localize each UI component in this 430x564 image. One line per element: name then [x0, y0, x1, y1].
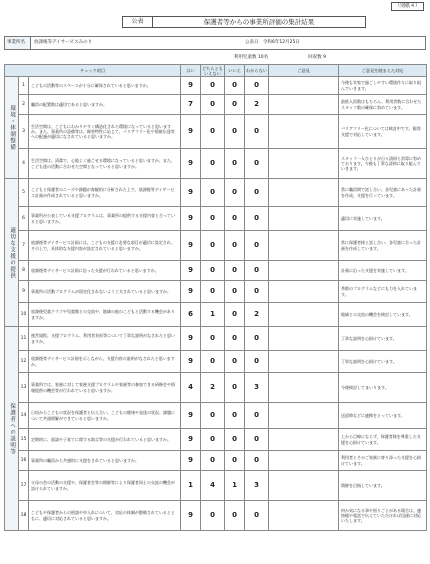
answer-neutral: 0	[201, 95, 225, 115]
row-number: 15	[19, 429, 29, 451]
table-row	[5, 327, 427, 351]
annex-label: （別紙４）	[391, 2, 424, 11]
row-number: 7	[19, 231, 29, 261]
response-cell: 季節のプログラムなどにも力を入れています。	[339, 281, 427, 303]
table-row	[5, 351, 427, 373]
opinion-cell	[269, 231, 339, 261]
header-response: ご意見を踏まえた対応	[339, 65, 427, 77]
evaluation-table	[4, 64, 427, 531]
answer-no_ans: 0	[225, 373, 245, 403]
response-cell: 送迎時などに連携をとっています。	[339, 403, 427, 429]
header-yes: はい	[181, 65, 201, 77]
answer-neutral: 1	[201, 303, 225, 327]
row-number: 11	[19, 327, 29, 351]
opinion-cell	[269, 373, 339, 403]
answer-yes: 7	[181, 95, 201, 115]
answer-neutral: 0	[201, 351, 225, 373]
check-item: 放課後等デイサービス計画には、こどもの支援に必要な項目が適切に設定され、その上で、具体的な支援内容が設定されていると思いますか。	[29, 231, 181, 261]
row-number: 1	[19, 77, 29, 95]
opinion-cell	[269, 451, 339, 471]
answer-yes: 9	[181, 501, 201, 531]
answer-neutral: 4	[201, 471, 225, 501]
answer-neutral: 0	[201, 403, 225, 429]
opinion-cell	[269, 95, 339, 115]
header-neutral: どちらともいえない	[202, 65, 223, 76]
opinion-cell	[269, 261, 339, 281]
table-row	[5, 429, 427, 451]
users-count: 利用児童数 10名	[234, 55, 269, 60]
answer-unknown: 2	[245, 95, 269, 115]
answer-neutral: 0	[201, 149, 225, 179]
check-item: 事業所では、家族に対して家族支援プログラムや家族等の参加できる研修会や情報提供の機会等が行われていると思いますか。	[29, 373, 181, 403]
table-row	[5, 95, 427, 115]
table-row	[5, 281, 427, 303]
answer-unknown: 2	[245, 303, 269, 327]
answer-yes: 9	[181, 451, 201, 471]
check-item: 生活空間は、清潔で、心地よく過ごせる環境になっていると思いますか。また、こども達の活動に合わせた空間となっていると思いますか。	[29, 149, 181, 179]
response-cell: スタッフ一人ひとりが日々清掃と消毒に努めております。今後も丁寧な清掃に取り組んでいきます。	[339, 149, 427, 179]
check-item: こどもや保護者からの相談や申入れについて、対応の体制が整備されているとともに、適切に対応されていると思いますか。	[29, 501, 181, 531]
answer-unknown: 0	[245, 429, 269, 451]
office-info	[4, 36, 426, 50]
opinion-cell	[269, 207, 339, 231]
category-cell: 環境・体制整備	[5, 77, 19, 179]
table-row	[5, 303, 427, 327]
check-item: 運営規程、支援プログラム、利用者負担等について丁寧な説明がなされたと思いますか。	[29, 327, 181, 351]
row-number: 8	[19, 261, 29, 281]
opinion-cell	[269, 149, 339, 179]
evaluation-page	[4, 2, 426, 562]
check-item: 日頃からこどもの状況を保護者と伝え合い、こどもの健康や発達の状況、課題について共通理解ができていると思いますか。	[29, 403, 181, 429]
answer-neutral: 0	[201, 207, 225, 231]
table-row	[5, 451, 427, 471]
answer-yes: 9	[181, 149, 201, 179]
answer-unknown: 0	[245, 281, 269, 303]
answer-yes: 9	[181, 403, 201, 429]
answer-unknown: 0	[245, 231, 269, 261]
answer-yes: 9	[181, 261, 201, 281]
answer-unknown: 0	[245, 403, 269, 429]
header-item: チェック項目	[5, 65, 181, 77]
table-row	[5, 261, 427, 281]
response-cell: 常に保護者様と話し合い、各児童に合った計画を作成しています。	[339, 231, 427, 261]
response-cell: 利用者とそのご家族に寄り添った支援を心掛けています。	[339, 451, 427, 471]
check-item: 父母の会の活動の支援や、保護者会等の開催等により保護者同士の交流の機会が設けられていますか。	[29, 471, 181, 501]
answer-yes: 4	[181, 373, 201, 403]
answer-neutral: 0	[201, 231, 225, 261]
office-label: 事業所名	[5, 37, 31, 49]
answer-unknown: 0	[245, 115, 269, 149]
row-number: 14	[19, 403, 29, 429]
answer-no_ans: 0	[225, 149, 245, 179]
answer-neutral: 0	[201, 77, 225, 95]
title-row	[122, 16, 366, 28]
answer-no_ans: 0	[225, 115, 245, 149]
answer-no_ans: 0	[225, 403, 245, 429]
header-unknown: わからない	[245, 65, 269, 77]
answer-no_ans: 0	[225, 429, 245, 451]
table-row	[5, 149, 427, 179]
answer-no_ans: 0	[225, 281, 245, 303]
row-number: 6	[19, 207, 29, 231]
answer-yes: 6	[181, 303, 201, 327]
response-cell: 計画に沿った支援を実施しています。	[339, 261, 427, 281]
answer-no_ans: 0	[225, 231, 245, 261]
opinion-cell	[269, 429, 339, 451]
row-number: 4	[19, 149, 29, 179]
public-badge: 公表	[123, 17, 153, 27]
answer-unknown: 0	[245, 207, 269, 231]
row-number: 2	[19, 95, 29, 115]
response-cell: バリアフリー化については検討中です。個別支援で対応しています。	[339, 115, 427, 149]
response-cell: 丁寧な説明を心掛けています。	[339, 327, 427, 351]
answer-neutral: 0	[201, 429, 225, 451]
opinion-cell	[269, 77, 339, 95]
response-cell: 地域との交流の機会を検討しています。	[339, 303, 427, 327]
office-name: 放課後等デイサービスみのり	[34, 40, 93, 45]
check-item: こどもと保護者のニーズや課題が客観的に分析された上で、放課後等デイサービス計画が作成されていると思いますか。	[29, 179, 181, 207]
answer-no_ans: 0	[225, 327, 245, 351]
category-cell: 保護者への説明等	[5, 327, 19, 531]
row-number: 13	[19, 373, 29, 403]
check-item: 生活空間は、こどもにわかりやすく構造化された環境になっていると思いますか。また、事業所の設備等は、障害特性に応じて、バリアフリー化や情報伝達等への配慮が適切になされていると思いますか。	[29, 115, 181, 149]
table-header	[5, 65, 427, 77]
answer-neutral: 0	[201, 115, 225, 149]
answer-no_ans: 0	[225, 451, 245, 471]
opinion-cell	[269, 281, 339, 303]
page-title: 保護者等からの事業所評価の集計結果	[203, 18, 315, 26]
answer-yes: 9	[181, 327, 201, 351]
response-cell: 今後検討してまいります。	[339, 373, 427, 403]
response-cell: 丁寧な説明を心掛けています。	[339, 351, 427, 373]
check-item: 放課後等デイサービス計画を示しながら、支援内容の説明がなされたと思いますか。	[29, 351, 181, 373]
answer-yes: 9	[181, 179, 201, 207]
table-row	[5, 77, 427, 95]
answer-neutral: 0	[201, 327, 225, 351]
table-row	[5, 403, 427, 429]
response-cell: 適切に実施しています。	[339, 207, 427, 231]
opinion-cell	[269, 115, 339, 149]
answer-unknown: 0	[245, 179, 269, 207]
answer-unknown: 0	[245, 77, 269, 95]
check-item: 事業所の職員から共感的に支援をされていると思いますか。	[29, 451, 181, 471]
answer-no_ans: 0	[225, 351, 245, 373]
check-item: 放課後児童クラブや児童館との交流や、地域の他のこどもと活動する機会がありますか。	[29, 303, 181, 327]
table-row	[5, 373, 427, 403]
responses-count: 回収数 9	[308, 55, 326, 60]
row-number: 16	[19, 451, 29, 471]
response-cell: 常に職員間で話し合い、各児童にあった計画を作成、支援を行っています。	[339, 179, 427, 207]
table-row	[5, 115, 427, 149]
answer-unknown: 0	[245, 501, 269, 531]
answer-yes: 1	[181, 471, 201, 501]
opinion-cell	[269, 303, 339, 327]
header-no: いいえ	[225, 65, 245, 77]
row-number: 3	[19, 115, 29, 149]
answer-no_ans: 0	[225, 501, 245, 531]
opinion-cell	[269, 403, 339, 429]
check-item: 職員の配置数は適切であると思いますか。	[29, 95, 181, 115]
answer-no_ans: 0	[225, 95, 245, 115]
row-number: 12	[19, 351, 29, 373]
check-item: こどもの活動等のスペースが十分に確保されていると思いますか。	[29, 77, 181, 95]
counts	[234, 54, 326, 60]
header-opinion: ご意見	[269, 65, 339, 77]
row-number: 5	[19, 179, 29, 207]
check-item: 事業所の活動プログラムが固定化されないよう工夫されていると思いますか。	[29, 281, 181, 303]
check-item: 放課後等デイサービス計画に沿った支援が行われていると思いますか。	[29, 261, 181, 281]
answer-no_ans: 1	[225, 471, 245, 501]
answer-yes: 9	[181, 231, 201, 261]
row-number: 18	[19, 501, 29, 531]
opinion-cell	[269, 501, 339, 531]
check-item: 事業所が公表している支援プログラムは、事業所の提供する支援内容と合っていると思いますか。	[29, 207, 181, 231]
answer-yes: 9	[181, 115, 201, 149]
answer-yes: 9	[181, 351, 201, 373]
response-cell: 何か気になる事や困りごとがある場合は、連絡帳や電話で伝えていただければ迅速に対応いたします。	[339, 501, 427, 531]
row-number: 17	[19, 471, 29, 501]
answer-unknown: 3	[245, 373, 269, 403]
opinion-cell	[269, 179, 339, 207]
answer-yes: 9	[181, 429, 201, 451]
answer-unknown: 0	[245, 261, 269, 281]
table-row	[5, 207, 427, 231]
response-cell: 開催を目指しています。	[339, 471, 427, 501]
check-item: 定期的に、面談や子育てに関する助言等の支援が行われていると思いますか。	[29, 429, 181, 451]
response-cell: 今後も実家で過ごしやすい環境作りに取り組んでいきます。	[339, 77, 427, 95]
answer-neutral: 2	[201, 373, 225, 403]
response-cell: 最低人員数はもちろん、利用者数に合わせたスタッフ数の確保に努めています。	[339, 95, 427, 115]
answer-no_ans: 0	[225, 207, 245, 231]
answer-no_ans: 0	[225, 179, 245, 207]
answer-unknown: 0	[245, 327, 269, 351]
answer-neutral: 0	[201, 281, 225, 303]
answer-neutral: 0	[201, 451, 225, 471]
category-cell: 適切な支援の提供	[5, 179, 19, 327]
answer-neutral: 0	[201, 501, 225, 531]
answer-no_ans: 0	[225, 261, 245, 281]
opinion-cell	[269, 327, 339, 351]
answer-yes: 9	[181, 207, 201, 231]
answer-yes: 9	[181, 77, 201, 95]
row-number: 9	[19, 281, 29, 303]
answer-unknown: 0	[245, 149, 269, 179]
answer-neutral: 0	[201, 261, 225, 281]
answer-no_ans: 0	[225, 77, 245, 95]
table-row	[5, 501, 427, 531]
opinion-cell	[269, 351, 339, 373]
answer-no_ans: 0	[225, 303, 245, 327]
answer-neutral: 0	[201, 179, 225, 207]
answer-unknown: 0	[245, 351, 269, 373]
response-cell: 上から目線にならず、保護者様を尊重した支援を心掛けています。	[339, 429, 427, 451]
published-date: 公表日 令和6年12月25日	[245, 40, 300, 45]
answer-unknown: 0	[245, 451, 269, 471]
row-number: 10	[19, 303, 29, 327]
table-row	[5, 231, 427, 261]
opinion-cell	[269, 471, 339, 501]
answer-unknown: 3	[245, 471, 269, 501]
table-row	[5, 471, 427, 501]
answer-yes: 9	[181, 281, 201, 303]
table-row	[5, 179, 427, 207]
